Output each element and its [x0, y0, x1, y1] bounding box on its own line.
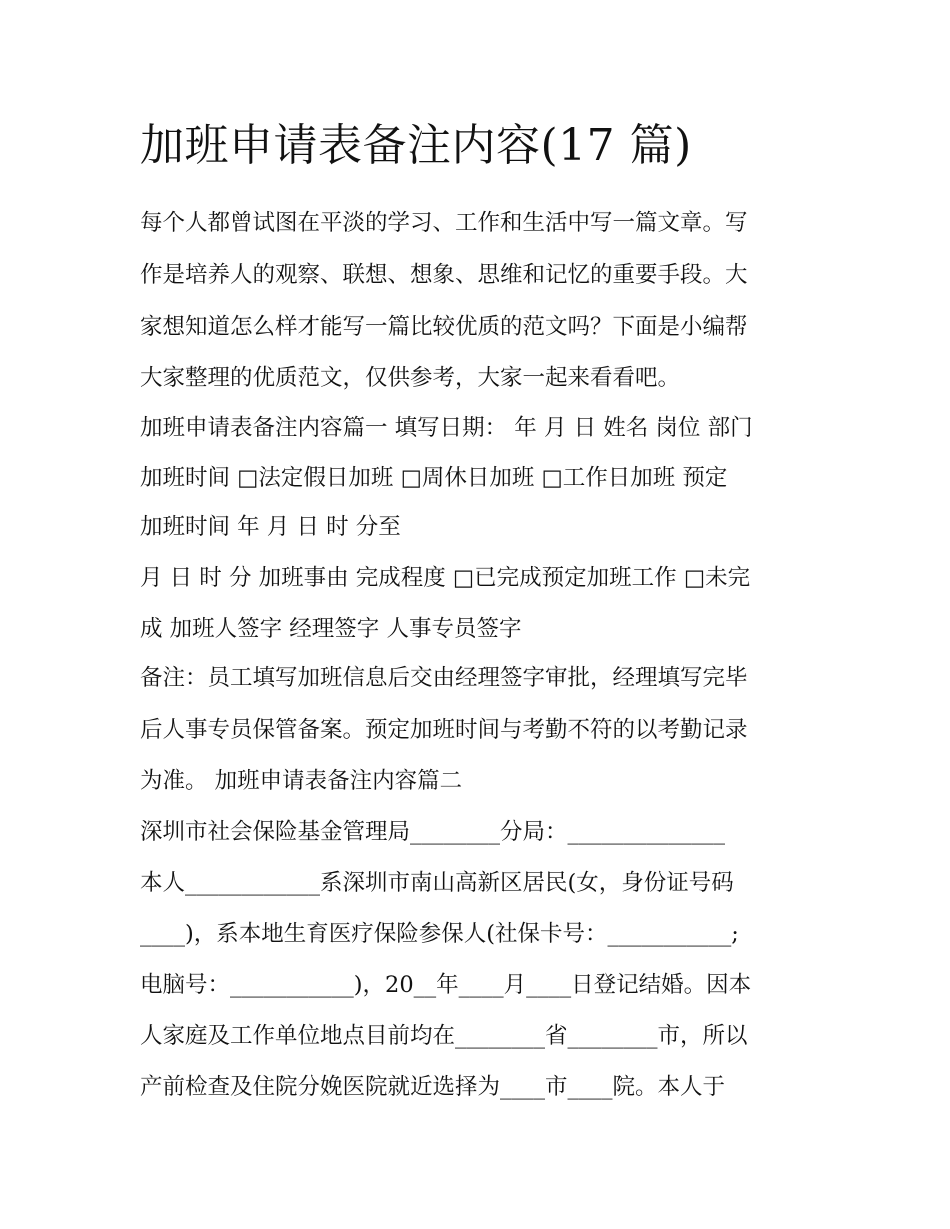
paragraph-line: 后人事专员保管备案。预定加班时间与考勤不符的以考勤记录 [140, 717, 748, 743]
document-title: 加班申请表备注内容(17 篇) [140, 120, 692, 171]
paragraph-line: 加班时间 年 月 日 时 分至 [140, 514, 401, 540]
paragraph-line: 加班申请表备注内容篇一 填写日期： 年 月 日 姓名 岗位 部门 [140, 415, 753, 441]
paragraph-line: 作是培养人的观察、联想、想象、思维和记忆的重要手段。大 [140, 262, 748, 288]
paragraph-line: 备注：员工填写加班信息后交由经理签字审批，经理填写完毕 [140, 665, 748, 691]
paragraph-line: 家想知道怎么样才能写一篇比较优质的范文吗？下面是小编帮 [140, 314, 748, 340]
paragraph-line: 加班时间 □法定假日加班 □周休日加班 □工作日加班 预定 [140, 465, 728, 491]
paragraph-line: 电脑号：___________)，20__年____月____日登记结婚。因本 [140, 972, 752, 998]
paragraph-line: 深圳市社会保险基金管理局________分局：______________ [140, 819, 726, 845]
paragraph-line: 产前检查及住院分娩医院就近选择为____市____院。本人于 [140, 1074, 726, 1100]
paragraph-line: 为准。 加班申请表备注内容篇二 [140, 768, 463, 794]
paragraph-line: 大家整理的优质范文，仅供参考，大家一起来看看吧。 [140, 365, 681, 391]
paragraph-line: 每个人都曾试图在平淡的学习、工作和生活中写一篇文章。写 [140, 210, 748, 236]
paragraph-line: 成 加班人签字 经理签字 人事专员签字 [140, 616, 522, 642]
paragraph-line: 本人____________系深圳市南山高新区居民(女，身份证号码 [140, 870, 734, 896]
paragraph-line: 人家庭及工作单位地点目前均在________省________市，所以 [140, 1023, 748, 1049]
paragraph-line: 月 日 时 分 加班事由 完成程度 □已完成预定加班工作 □未完 [140, 565, 751, 591]
paragraph-line: ____)，系本地生育医疗保险参保人(社保卡号：___________; [140, 921, 739, 947]
